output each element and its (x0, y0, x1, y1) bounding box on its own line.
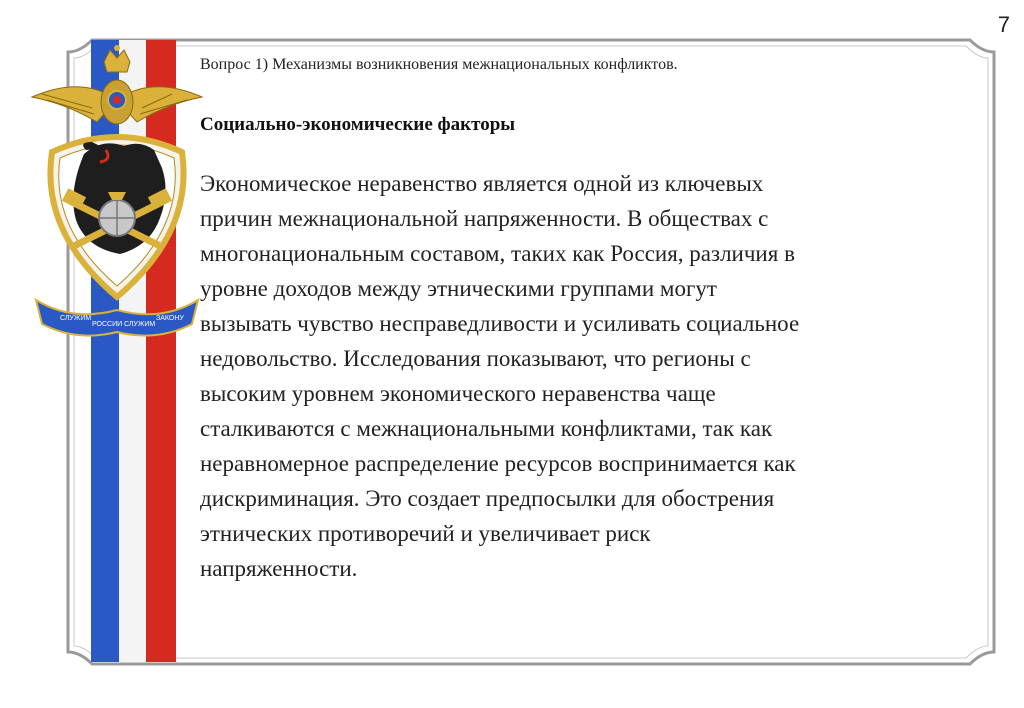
body-line: этнических противоречий и увеличивает риск (200, 521, 651, 546)
body-line: недовольство. Исследования показывают, что регионы с (200, 346, 751, 371)
ribbon-text-2: РОССИИ (92, 321, 123, 328)
question-title: Вопрос 1) Механизмы возникновения межнациональных конфликтов. (200, 56, 678, 73)
body-line: высоким уровнем экономического неравенства чаще (200, 381, 716, 406)
body-line: многонациональным составом, таких как Россия, различия в (200, 241, 795, 266)
body-paragraph (200, 166, 960, 586)
body-line: Экономическое неравенство является одной из ключевых (200, 171, 764, 196)
body-line: неравномерное распределение ресурсов воспринимается как (200, 451, 796, 476)
ribbon-text-3: СЛУЖИМ (124, 321, 156, 328)
ribbon-text-1: СЛУЖИМ (60, 315, 92, 322)
slide-content (200, 56, 970, 586)
body-line: напряженности. (200, 556, 358, 581)
ribbon-text-4: ЗАКОНУ (156, 315, 184, 322)
body-line: вызывать чувство несправедливости и усиливать социальное (200, 311, 800, 336)
body-line: сталкиваются с межнациональными конфликтами, так как (200, 416, 773, 441)
body-line: дискриминация. Это создает предпосылки для обострения (200, 486, 775, 511)
page-number: 7 (997, 12, 1010, 37)
emblem-icon (22, 42, 212, 342)
section-heading: Социально-экономические факторы (200, 114, 516, 135)
body-line: уровне доходов между этническими группами могут (200, 276, 717, 301)
body-line: причин межнациональной напряженности. В обществах с (200, 206, 769, 231)
